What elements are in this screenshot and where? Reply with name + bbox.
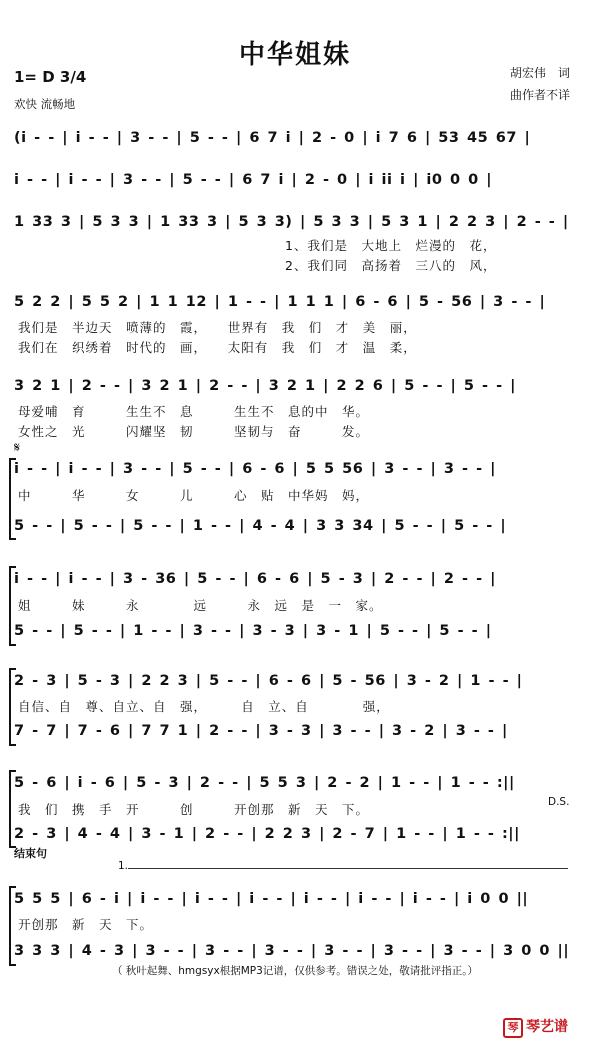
notation-row: 5 - - | 5 - - | 5 - - | 1 - - | 4 - 4 | 3 3 34 | 5 - - | 5 - - | <box>14 518 507 534</box>
lyric-line: 1、我们是 大地上 烂漫的 花， <box>285 238 497 253</box>
notation-row: 7 - 7 | 7 - 6 | 7 7 1 | 2 - - | 3 - 3 | 3 - - | 3 - 2 | 3 - - | <box>14 723 508 739</box>
composer-credit: 曲作者不详 <box>509 88 570 102</box>
notation-row: 5 - 6 | i - 6 | 5 - 3 | 2 - - | 5 5 3 | 2 - 2 | 1 - - | 1 - - :|| <box>14 775 515 791</box>
lyric-line: 中 华 女 儿 心 贴 中华妈 妈， <box>18 488 370 503</box>
notation-row: i - - | i - - | 3 - 36 | 5 - - | 6 - 6 | 5 - 3 | 2 - - | 2 - - | <box>14 571 496 587</box>
ending-label: 结束句 <box>14 847 47 860</box>
lyric-line: 自信、自 尊、自立、自 强， 自 立、自 强， <box>18 699 390 714</box>
logo-text: 琴艺谱 <box>526 1019 568 1035</box>
notation-row: 2 - 3 | 5 - 3 | 2 2 3 | 5 - - | 6 - 6 | 5 - 56 | 3 - 2 | 1 - - | <box>14 673 523 689</box>
page-title: 中华姐妹 <box>238 40 351 70</box>
system-bracket <box>9 458 16 540</box>
system-bracket <box>9 668 16 746</box>
lyric-line: 女性之 光 闪耀坚 韧 坚韧与 奋 发。 <box>18 424 370 439</box>
volta-number: 1. <box>118 860 129 872</box>
lyric-line: 2、我们同 高扬着 三八的 风， <box>285 258 497 273</box>
ds-marking: D.S. <box>548 796 570 808</box>
site-logo[interactable] <box>503 1016 568 1038</box>
lyric-line: 母爱哺 育 生生不 息 生生不 息的中 华。 <box>18 404 370 419</box>
notation-row: i - - | i - - | 3 - - | 5 - - | 6 - 6 | 5 5 56 | 3 - - | 3 - - | <box>14 461 496 477</box>
lyric-line: 我 们 携 手 开 创 开创那 新 天 下。 <box>18 802 370 817</box>
notation-row: i - - | i - - | 3 - - | 5 - - | 6 7 i | 2 - 0 | i ii i | i0 0 0 | <box>14 172 493 188</box>
notation-row: 5 5 5 | 6 - i | i - - | i - - | i - - | i - - | i - - | i - - | i 0 0 || <box>14 891 529 907</box>
transcription-note: （ 秋叶起舞、hmgsyx根据MP3记谱，仅供参考。错误之处，敬请批评指正。） <box>111 965 479 977</box>
lyric-line: 开创那 新 天 下。 <box>18 917 154 932</box>
logo-icon: 琴 <box>503 1018 523 1038</box>
tempo-marking: 欢快 流畅地 <box>14 97 76 111</box>
notation-row: (i - - | i - - | 3 - - | 5 - - | 6 7 i | 2 - 0 | i 7 6 | 53 45 67 | <box>14 130 531 146</box>
notation-row: 1 33 3 | 5 3 3 | 1 33 3 | 5 3 3) | 5 3 3 | 5 3 1 | 2 2 3 | 2 - - | <box>14 214 569 230</box>
system-bracket <box>9 770 16 848</box>
system-bracket <box>9 566 16 646</box>
volta-bracket <box>128 868 568 869</box>
lyric-line: 姐 妹 永 远 永 远 是 一 家。 <box>18 598 383 613</box>
notation-row: 5 2 2 | 5 5 2 | 1 1 12 | 1 - - | 1 1 1 | 6 - 6 | 5 - 56 | 3 - - | <box>14 294 546 310</box>
notation-row: 3 2 1 | 2 - - | 3 2 1 | 2 - - | 3 2 1 | 2 2 6 | 5 - - | 5 - - | <box>14 378 516 394</box>
key-signature: 1= D 3/4 <box>14 68 87 86</box>
system-bracket <box>9 886 16 966</box>
lyric-line: 我们是 半边天 喷薄的 霞， 世界有 我 们 才 美 丽， <box>18 320 417 335</box>
notation-row: 5 - - | 5 - - | 1 - - | 3 - - | 3 - 3 | 3 - 1 | 5 - - | 5 - - | <box>14 623 492 639</box>
notation-row: 2 - 3 | 4 - 4 | 3 - 1 | 2 - - | 2 2 3 | 2 - 7 | 1 - - | 1 - - :|| <box>14 826 520 842</box>
lyricist-credit: 胡宏伟 词 <box>509 66 570 80</box>
lyric-line: 我们在 织绣着 时代的 画， 太阳有 我 们 才 温 柔， <box>18 340 417 355</box>
segno-sign: 𝄋 <box>14 440 21 456</box>
notation-row: 3 3 3 | 4 - 3 | 3 - - | 3 - - | 3 - - | 3 - - | 3 - - | 3 - - | 3 0 0 || <box>14 943 570 959</box>
